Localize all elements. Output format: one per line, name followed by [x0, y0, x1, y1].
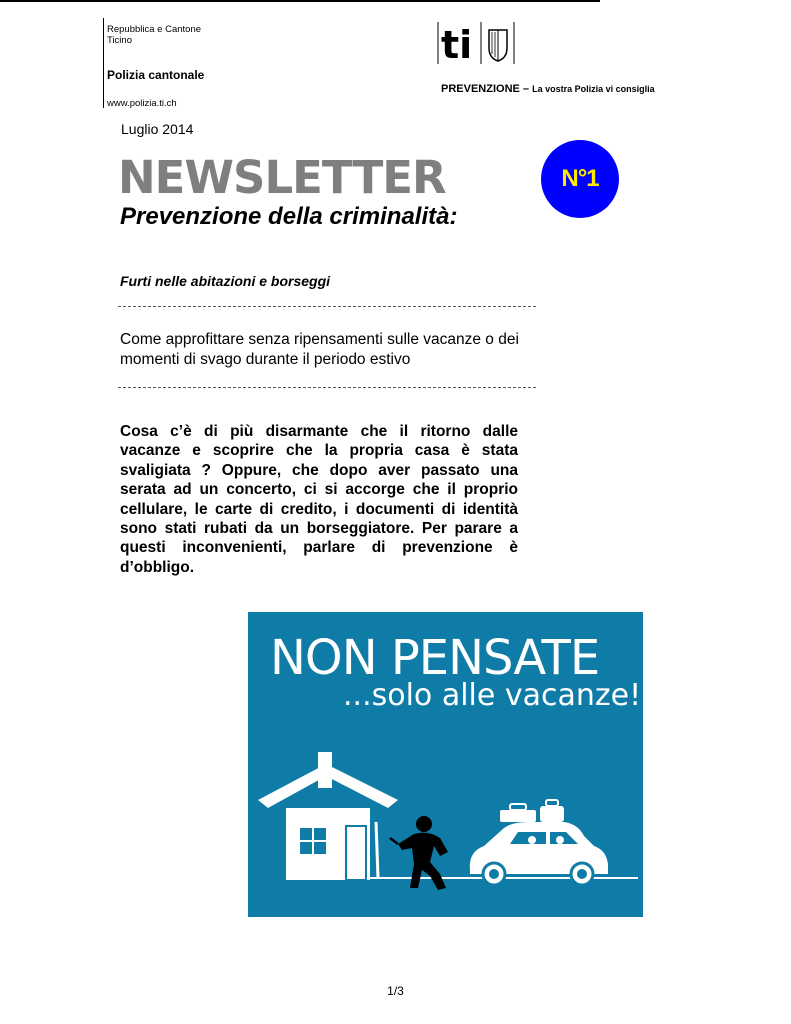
ticino-logo — [437, 22, 515, 64]
canton-line: Ticino — [107, 35, 132, 46]
page-number: 1/3 — [387, 984, 404, 998]
newsletter-subtitle: Prevenzione della criminalità: — [120, 203, 458, 230]
issue-date: Luglio 2014 — [121, 121, 194, 137]
section-tagline: La vostra Polizia vi consiglia — [532, 84, 655, 94]
ticino-logo-icon — [437, 22, 515, 64]
agency-name: Polizia cantonale — [107, 68, 205, 82]
car-icon — [470, 822, 608, 885]
header-rule-bottom — [0, 1, 600, 2]
campaign-poster — [248, 612, 643, 917]
republic-line: Repubblica e Cantone — [107, 24, 202, 35]
logo-text: ti — [441, 23, 473, 64]
website-link[interactable]: www.polizia.ti.ch — [107, 98, 177, 109]
section-label: PREVENZIONE – — [441, 83, 530, 95]
poster-illustration — [248, 612, 643, 917]
intro-paragraph: Cosa c’è di più disarmante che il ritorno dalle vacanze e scoprire che la propria casa è stata svaligiata ? Oppure, che dopo aver passato una serata ad un concerto, ci si accorge che il proprio cellulare, le carte di credito, i documenti di identità sono stati rubati da un borseggiatore. Per parare a questi inconvenienti, parlare di prevenzione è d’obbligo. — [120, 423, 518, 576]
section-heading — [441, 83, 655, 95]
lead-paragraph: Come approfittare senza ripensamenti sulle vacanze o dei momenti di svago durante il periodo estivo — [120, 331, 519, 368]
poster-tagline: ...solo alle vacanze! — [343, 678, 642, 713]
divider-top — [118, 306, 536, 307]
poster-headline: NON PENSATE — [270, 630, 600, 686]
luggage-icon — [500, 800, 564, 822]
newsletter-title: NEWSLETTER — [118, 151, 446, 204]
divider-bottom — [118, 387, 536, 388]
header-divider-vertical — [103, 18, 104, 108]
republic-label — [107, 24, 307, 46]
issue-number-badge: N°1 — [541, 140, 619, 218]
topic-heading: Furti nelle abitazioni e borseggi — [120, 273, 331, 289]
